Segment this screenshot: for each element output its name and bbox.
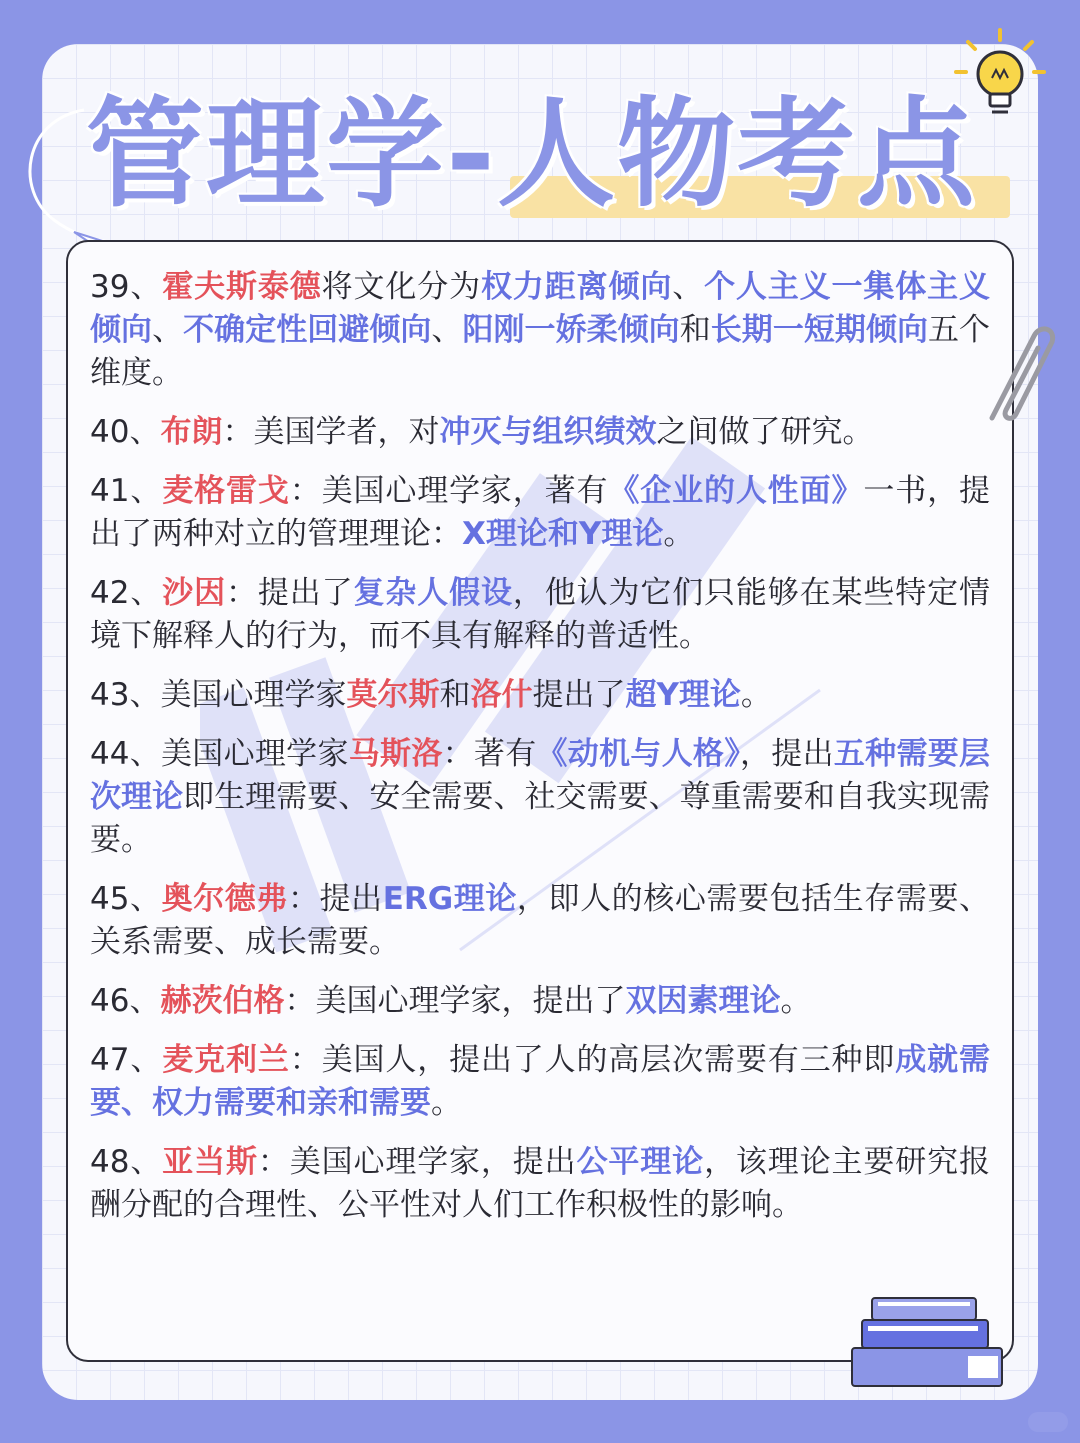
item-text: 。: [740, 677, 772, 713]
item-text: 41、: [90, 473, 163, 509]
item-text: ，即人的核心需要包括生存需要、关系需要、成长需要。: [90, 881, 991, 960]
corner-badge: [1028, 1412, 1068, 1432]
item-text: ：美国心理学家，提出: [257, 1144, 577, 1180]
item-text: 将文化分为: [321, 269, 481, 305]
key-term: 长期一短期倾向: [710, 312, 929, 348]
list-item-41: [90, 470, 990, 556]
books-icon: [848, 1294, 1008, 1390]
key-term: 个人主义一集体主义倾向: [90, 269, 991, 348]
item-text: 、: [431, 312, 463, 348]
item-text: 五个维度。: [90, 312, 991, 391]
page-title: 管理学-人物考点: [86, 85, 977, 223]
lightbulb-icon: [950, 26, 1050, 126]
item-text: 40、: [90, 414, 161, 450]
list-item-45: [90, 878, 990, 964]
item-text: 43、美国心理学家: [90, 677, 347, 713]
person-name: 亚当斯: [162, 1144, 258, 1180]
key-term: 成就需要、权力需要和亲和需要: [90, 1042, 991, 1121]
item-text: 、: [152, 312, 184, 348]
item-text: 和: [679, 312, 711, 348]
key-term: ERG理论: [382, 881, 517, 917]
items-list: [90, 266, 990, 1243]
list-item-46: [90, 980, 990, 1023]
key-term: 复杂人假设: [353, 575, 513, 611]
item-text: 45、: [90, 881, 162, 917]
item-text: 。: [663, 516, 695, 552]
item-text: 46、: [90, 983, 161, 1019]
key-term: 冲灭与组织绩效: [439, 414, 657, 450]
item-text: ：著有: [442, 736, 537, 772]
item-text: 44、美国心理学家: [90, 736, 349, 772]
person-name: 沙因: [162, 575, 226, 611]
item-text: ：美国学者，对: [222, 414, 440, 450]
item-text: 39、: [90, 269, 163, 305]
item-text: 47、: [90, 1042, 163, 1078]
item-text: 。: [780, 983, 812, 1019]
person-name: 马斯洛: [348, 736, 443, 772]
list-item-44: [90, 733, 990, 862]
item-text: 一书，提出了两种对立的管理理论：: [90, 473, 991, 552]
person-name: 布朗: [160, 414, 223, 450]
list-item-40: [90, 411, 990, 454]
item-text: ：美国心理学家，著有: [289, 473, 609, 509]
person-name: 莫尔斯: [346, 677, 440, 713]
item-text: 42、: [90, 575, 163, 611]
item-text: 即生理需要、安全需要、社交需要、尊重需要和自我实现需要。: [90, 779, 990, 858]
item-text: 、: [672, 269, 705, 305]
item-text: ：美国心理学家，提出了: [284, 983, 626, 1019]
item-text: 提出了: [532, 677, 626, 713]
list-item-43: [90, 674, 990, 717]
person-name: 洛什: [470, 677, 533, 713]
list-item-47: [90, 1039, 990, 1125]
person-name: 麦克利兰: [162, 1042, 290, 1078]
list-item-42: [90, 572, 990, 658]
key-term: 不确定性回避倾向: [183, 312, 432, 348]
person-name: 奥尔德弗: [161, 881, 288, 917]
person-name: 霍夫斯泰德: [162, 269, 322, 305]
item-text: ：美国人，提出了人的高层次需要有三种即: [289, 1042, 896, 1078]
key-term: 超Y理论: [625, 677, 741, 713]
key-term: 《企业的人性面》: [608, 473, 864, 509]
key-term: 五种需要层次理论: [90, 736, 991, 815]
key-term: 阳刚一娇柔倾向: [462, 312, 680, 348]
list-item-39: [90, 266, 990, 395]
person-name: 麦格雷戈: [162, 473, 290, 509]
item-text: ：提出了: [225, 575, 354, 611]
item-text: 之间做了研究。: [656, 414, 874, 450]
item-text: ，他认为它们只能够在某些特定情境下解释人的行为，而不具有解释的普适性。: [90, 575, 991, 654]
item-text: ：提出: [287, 881, 383, 917]
key-term: 公平理论: [576, 1144, 705, 1180]
person-name: 赫茨伯格: [160, 983, 285, 1019]
key-term: X理论和Y理论: [462, 516, 664, 552]
item-text: 48、: [90, 1144, 163, 1180]
item-text: ，提出: [740, 736, 834, 772]
item-text: 和: [439, 677, 471, 713]
item-text: ，该理论主要研究报酬分配的合理性、公平性对人们工作积极性的影响。: [90, 1144, 991, 1223]
item-text: 。: [431, 1085, 462, 1121]
key-term: 《动机与人格》: [536, 736, 741, 772]
key-term: 双因素理论: [625, 983, 781, 1019]
key-term: 权力距离倾向: [480, 269, 673, 305]
list-item-48: [90, 1141, 990, 1227]
